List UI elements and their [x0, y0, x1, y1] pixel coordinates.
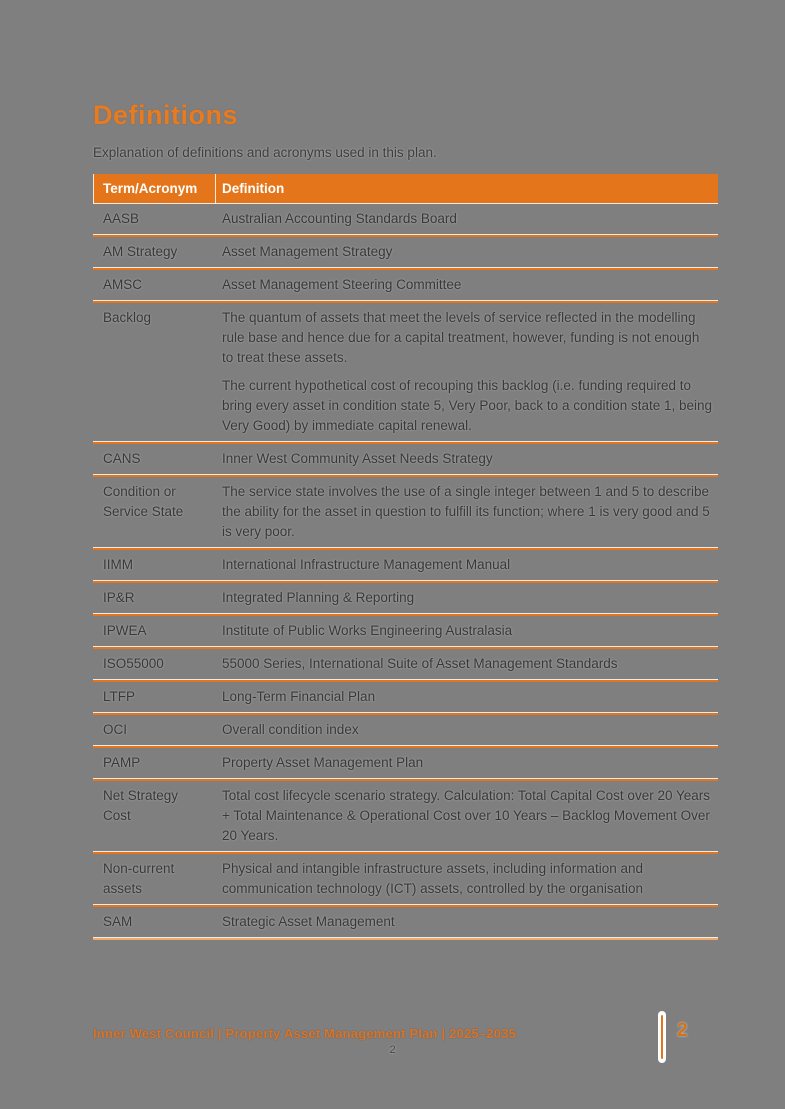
- definition-cell: [215, 275, 718, 295]
- definition-cell: [215, 242, 718, 262]
- definition-paragraph: International Infrastructure Management Manual: [222, 557, 511, 572]
- term-cell: LTFP: [103, 689, 136, 704]
- term-cell: AM Strategy: [103, 244, 178, 259]
- table-row: [93, 715, 718, 748]
- table-row: [93, 270, 718, 303]
- table-row: [93, 444, 718, 477]
- definition-paragraph: 55000 Series, International Suite of Asset Management Standards: [222, 656, 618, 671]
- term-cell: Non-current assets: [103, 861, 175, 896]
- definition-cell: [215, 786, 718, 846]
- term-cell: IPWEA: [103, 623, 147, 638]
- definition-paragraph: Inner West Community Asset Needs Strategy: [222, 451, 493, 466]
- footer-center-page-number: 2: [389, 1044, 396, 1056]
- definition-paragraph: Total cost lifecycle scenario strategy. Calculation: Total Capital Cost over 20 Years + Total Maintenance & Operational Cost over 10 Years – Backlog Movement Over 20 Years.: [222, 788, 710, 843]
- page-subtitle: Explanation of definitions and acronyms used in this plan.: [93, 145, 437, 160]
- table-header-row: [93, 174, 718, 204]
- term-cell: Net Strategy Cost: [103, 788, 179, 823]
- term-cell: AASB: [103, 211, 140, 226]
- definitions-table: [93, 174, 718, 940]
- table-row: [93, 477, 718, 550]
- table-row: [93, 781, 718, 854]
- table-row: [93, 682, 718, 715]
- term-cell: AMSC: [103, 277, 143, 292]
- footer-document-title: Inner West Council | Property Asset Management Plan | 2025–2035: [93, 1026, 517, 1041]
- table-row: [93, 583, 718, 616]
- definition-cell: [215, 555, 718, 575]
- side-page-number: 2: [677, 1020, 688, 1041]
- definition-paragraph: The quantum of assets that meet the levels of service reflected in the modelling rule base and hence due for a capital treatment, however, funding is not enough to treat these assets.: [222, 310, 700, 365]
- table-row: [93, 204, 718, 237]
- table-row: [93, 550, 718, 583]
- term-cell: IP&R: [103, 590, 135, 605]
- page-marker-bar-line: [661, 1015, 663, 1059]
- table-row: [93, 907, 718, 940]
- definitions-table-body: [93, 204, 718, 940]
- definition-cell: [215, 588, 718, 608]
- definition-paragraph: Integrated Planning & Reporting: [222, 590, 415, 605]
- definition-paragraph: Physical and intangible infrastructure assets, including information and communication technology (ICT) assets, controlled by the organisation: [222, 861, 643, 896]
- page-marker-bar-icon: [658, 1011, 666, 1063]
- term-cell: SAM: [103, 914, 133, 929]
- definition-cell: [215, 687, 718, 707]
- table-row: [93, 616, 718, 649]
- definition-cell: [215, 621, 718, 641]
- definition-cell: [215, 308, 718, 436]
- page-content: [93, 0, 718, 940]
- definition-paragraph: Asset Management Strategy: [222, 244, 393, 259]
- definition-cell: [215, 720, 718, 740]
- definition-cell: [215, 654, 718, 674]
- definition-cell: [215, 859, 718, 899]
- definition-paragraph: Institute of Public Works Engineering Australasia: [222, 623, 513, 638]
- definition-cell: [215, 753, 718, 773]
- page-number-marker: [658, 1011, 688, 1063]
- definition-paragraph: Asset Management Steering Committee: [222, 277, 462, 292]
- definition-paragraph: The current hypothetical cost of recouping this backlog (i.e. funding required to bring every asset in condition state 5, Very Poor, back to a condition state 1, being Very Good) by immediate capital renewal.: [222, 378, 713, 433]
- definition-paragraph: Strategic Asset Management: [222, 914, 395, 929]
- term-cell: OCI: [103, 722, 128, 737]
- definition-cell: [215, 209, 718, 229]
- definition-cell: [215, 482, 718, 542]
- table-row: [93, 854, 718, 907]
- term-cell: CANS: [103, 451, 141, 466]
- term-cell: Backlog: [103, 310, 152, 325]
- definition-paragraph: Australian Accounting Standards Board: [222, 211, 457, 226]
- table-header-term: Term/Acronym: [94, 174, 216, 203]
- table-header-definition: Definition: [222, 181, 285, 196]
- term-cell: PAMP: [103, 755, 141, 770]
- table-row: [93, 237, 718, 270]
- term-cell: Condition or Service State: [103, 484, 184, 519]
- definition-paragraph: Overall condition index: [222, 722, 359, 737]
- definition-cell: [215, 912, 718, 932]
- definition-cell: [215, 449, 718, 469]
- term-cell: IIMM: [103, 557, 133, 572]
- page-title: Definitions: [93, 100, 238, 130]
- definition-paragraph: Long-Term Financial Plan: [222, 689, 376, 704]
- definition-paragraph: The service state involves the use of a single integer between 1 and 5 to describe the ability for the asset in question to fulfill its function; where 1 is very good and 5 is very poor.: [222, 484, 710, 539]
- table-row: [93, 303, 718, 444]
- table-row: [93, 748, 718, 781]
- table-row: [93, 649, 718, 682]
- term-cell: ISO55000: [103, 656, 164, 671]
- definition-paragraph: Property Asset Management Plan: [222, 755, 424, 770]
